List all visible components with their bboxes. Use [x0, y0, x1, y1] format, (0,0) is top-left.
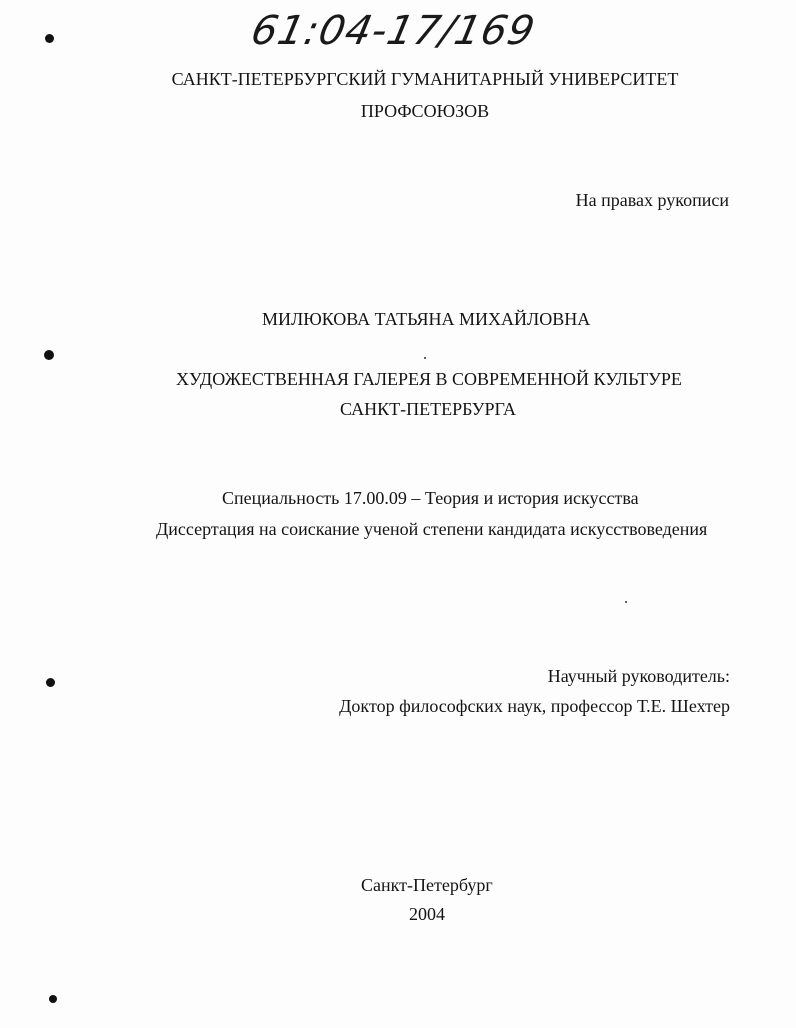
- dissertation-title-line2: САНКТ-ПЕТЕРБУРГА: [340, 399, 517, 419]
- degree-line: Диссертация на соискание ученой степени кандидата искусствоведения: [156, 519, 708, 539]
- punch-hole: [49, 995, 57, 1003]
- advisor-name: Доктор философских наук, профессор Т.Е. Шехтер: [339, 696, 730, 716]
- punch-hole: [44, 350, 54, 360]
- punch-hole: [46, 678, 55, 687]
- city: Санкт-Петербург: [361, 875, 493, 895]
- author-name: МИЛЮКОВА ТАТЬЯНА МИХАЙЛОВНА: [262, 309, 591, 329]
- manuscript-rights-note: На правах рукописи: [575, 190, 729, 210]
- university-name-line1: САНКТ-ПЕТЕРБУРГСКИЙ ГУМАНИТАРНЫЙ УНИВЕРСИТЕТ: [171, 69, 679, 89]
- advisor-label: Научный руководитель:: [547, 666, 730, 686]
- year: 2004: [409, 904, 445, 924]
- university-name-line2: ПРОФСОЮЗОВ: [360, 101, 490, 121]
- paper-speck: [424, 357, 426, 359]
- specialty-line: Специальность 17.00.09 – Теория и история искусства: [222, 488, 639, 508]
- punch-hole: [45, 34, 54, 43]
- paper-speck: [625, 601, 627, 603]
- dissertation-title-line1: ХУДОЖЕСТВЕННАЯ ГАЛЕРЕЯ В СОВРЕМЕННОЙ КУЛЬТУРЕ: [176, 369, 682, 389]
- handwritten-archive-number: 61:04-17/169: [247, 8, 540, 54]
